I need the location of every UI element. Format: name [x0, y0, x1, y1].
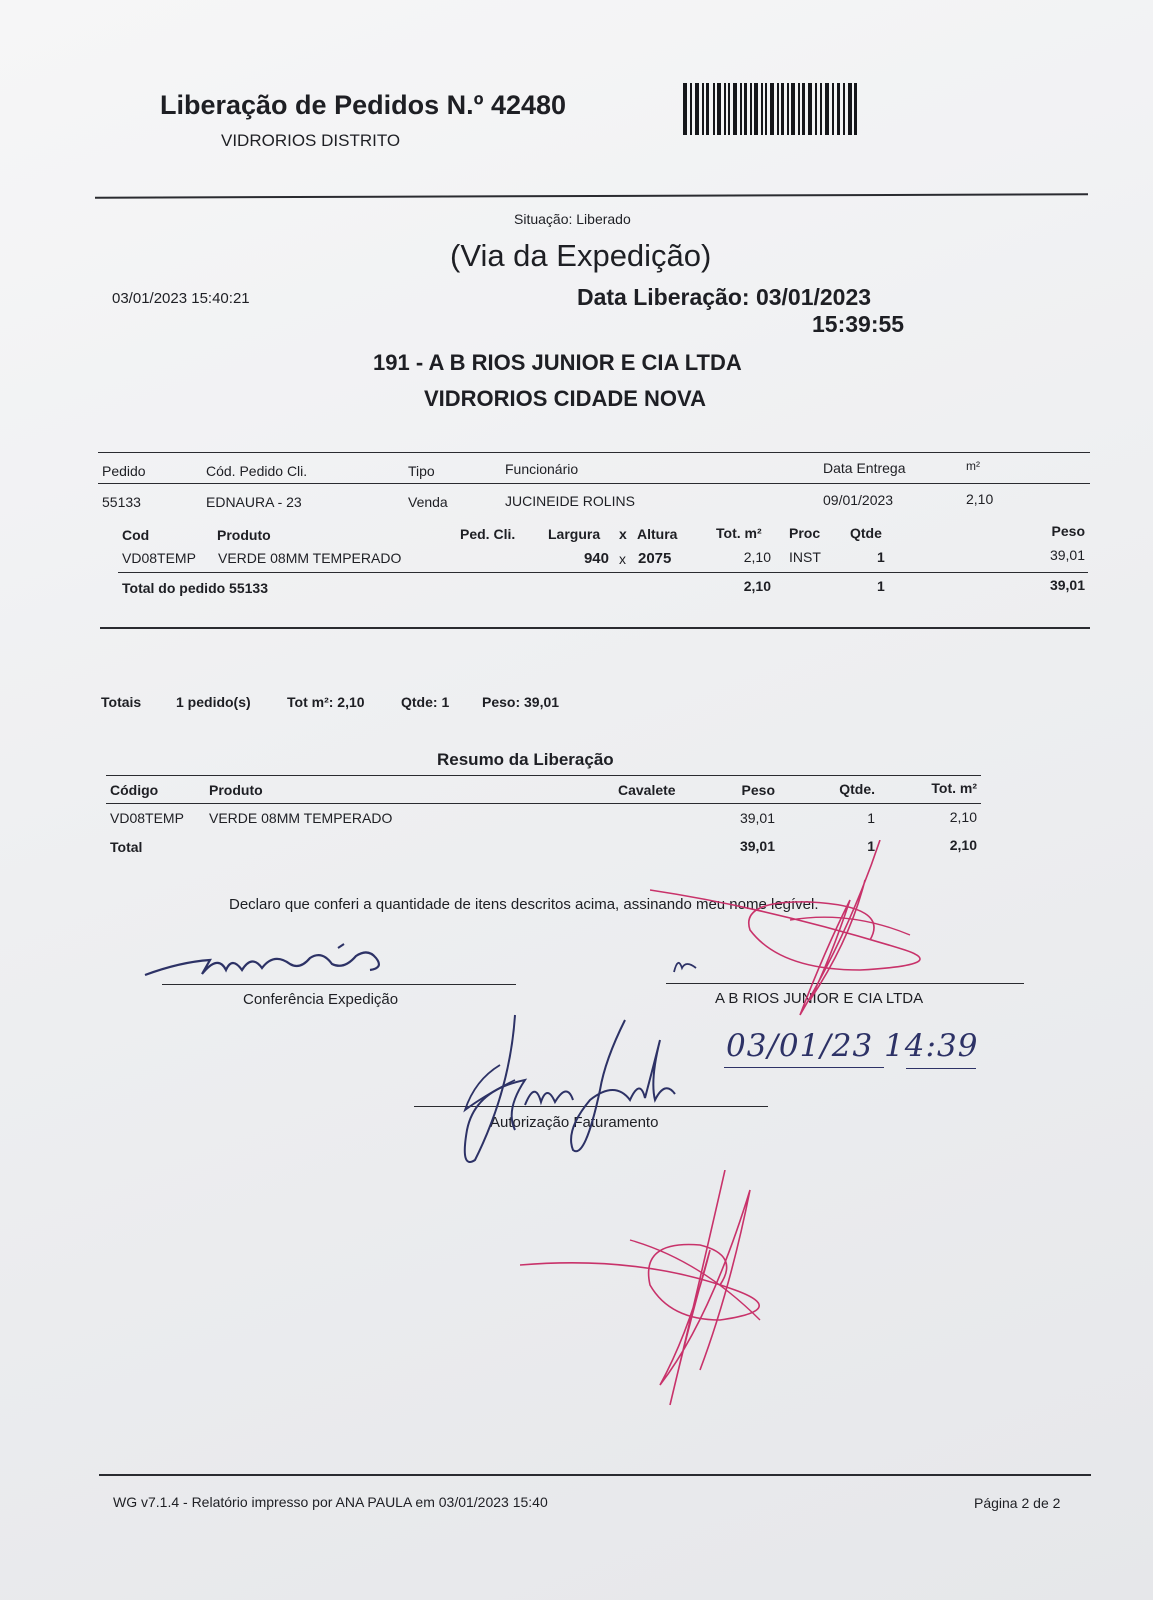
conferencia-signature-line — [162, 984, 516, 985]
order-data-entrega: 09/01/2023 — [823, 492, 894, 508]
item-total-line — [118, 572, 1088, 573]
autorizacao-signature — [455, 1010, 685, 1175]
client-signature-line — [666, 983, 1024, 984]
via-label: (Via da Expedição) — [450, 238, 712, 273]
item-altura: 2075 — [638, 550, 672, 567]
data-liberacao-time: 15:39:55 — [812, 311, 905, 337]
col-cod-pedido-cli: Cód. Pedido Cli. — [206, 463, 308, 479]
order-header-line — [98, 483, 1090, 484]
resumo-total-tot-m2: 2,10 — [949, 837, 977, 853]
item-largura: 940 — [583, 550, 609, 567]
order-m2: 2,10 — [966, 491, 994, 507]
item-proc: INST — [789, 549, 821, 565]
conferencia-label: Conferência Expedição — [243, 991, 399, 1008]
col-m2: m² — [966, 459, 980, 473]
order-total-label: Total do pedido 55133 — [122, 580, 268, 596]
item-col-cod: Cod — [122, 527, 150, 543]
resumo-title: Resumo da Liberação — [437, 750, 614, 769]
client-name: 191 - A B RIOS JUNIOR E CIA LTDA — [373, 350, 742, 375]
resumo-tot-m2: 2,10 — [949, 809, 977, 825]
resumo-total-label: Total — [110, 839, 143, 855]
order-bottom-line — [100, 627, 1090, 629]
item-col-produto: Produto — [217, 527, 271, 543]
col-pedido: Pedido — [102, 463, 146, 479]
resumo-peso: 39,01 — [739, 810, 775, 826]
situacao: Situação: Liberado — [514, 211, 631, 227]
print-datetime: 03/01/2023 15:40:21 — [112, 290, 250, 307]
footer-page-number: Página 2 de 2 — [974, 1495, 1061, 1511]
col-data-entrega: Data Entrega — [823, 460, 906, 476]
resumo-col-qtde: Qtde. — [839, 781, 875, 797]
totais-peso: Peso: 39,01 — [482, 694, 560, 710]
resumo-col-cavalete: Cavalete — [618, 782, 676, 798]
declaration-text: Declaro que conferi a quantidade de itens descritos acima, assinando meu nome legível. — [229, 896, 819, 913]
order-cod-pedido-cli: EDNAURA - 23 — [206, 494, 302, 510]
client-store: VIDRORIOS CIDADE NOVA — [424, 386, 706, 411]
item-tot-m2: 2,10 — [743, 549, 771, 565]
col-funcionario: Funcionário — [505, 461, 579, 477]
item-col-largura: Largura — [548, 526, 601, 542]
handwritten-date-underline-2 — [906, 1068, 976, 1069]
item-col-tot-m2: Tot. m² — [716, 525, 762, 541]
order-top-line — [98, 452, 1090, 453]
order-tipo: Venda — [408, 494, 448, 510]
document-title: Liberação de Pedidos N.º 42480 — [160, 90, 567, 120]
order-pedido: 55133 — [102, 494, 141, 510]
barcode-icon — [683, 83, 858, 135]
data-liberacao: Data Liberação: 03/01/2023 — [577, 284, 872, 310]
resumo-top-line — [106, 775, 981, 776]
item-col-proc: Proc — [789, 525, 821, 541]
col-tipo: Tipo — [408, 463, 435, 479]
resumo-col-tot-m2: Tot. m² — [931, 780, 977, 796]
small-mark — [670, 950, 700, 980]
resumo-col-produto: Produto — [209, 782, 263, 798]
item-qtde: 1 — [877, 549, 885, 565]
item-col-altura: Altura — [637, 526, 678, 542]
item-peso: 39,01 — [1049, 547, 1085, 563]
item-produto: VERDE 08MM TEMPERADO — [218, 550, 402, 566]
totais-label: Totais — [101, 694, 142, 710]
totais-qtde: Qtde: 1 — [401, 694, 450, 710]
item-col-ped-cli: Ped. Cli. — [460, 526, 516, 542]
resumo-col-codigo: Código — [110, 782, 159, 798]
totais-tot-m2: Tot m²: 2,10 — [287, 694, 365, 710]
resumo-header-line — [106, 803, 981, 804]
client-signature-label: A B RIOS JUNIOR E CIA LTDA — [715, 990, 924, 1007]
handwritten-date-underline-1 — [724, 1067, 884, 1068]
autorizacao-signature-line — [414, 1106, 768, 1107]
resumo-codigo: VD08TEMP — [110, 810, 184, 826]
item-cod: VD08TEMP — [122, 550, 196, 566]
resumo-qtde: 1 — [867, 810, 875, 826]
conferencia-signature — [140, 940, 400, 990]
item-col-qtde: Qtde — [850, 525, 882, 541]
item-x: x — [619, 551, 626, 567]
item-col-x: x — [619, 526, 627, 542]
company-name: VIDRORIOS DISTRITO — [221, 131, 401, 150]
bottom-signature-scribble — [520, 1170, 780, 1410]
header-divider — [95, 193, 1088, 198]
resumo-total-qtde: 1 — [867, 838, 875, 854]
item-col-peso: Peso — [1051, 523, 1085, 539]
order-total-qtde: 1 — [877, 578, 885, 594]
footer-divider — [99, 1474, 1091, 1476]
handwritten-date: 03/01/23 14:39 — [726, 1028, 979, 1064]
order-total-peso: 39,01 — [1049, 577, 1085, 593]
autorizacao-label: Autorização Faturamento — [490, 1114, 659, 1131]
resumo-produto: VERDE 08MM TEMPERADO — [209, 810, 393, 826]
footer-printed-by: WG v7.1.4 - Relatório impresso por ANA PAULA em 03/01/2023 15:40 — [113, 1494, 548, 1510]
order-funcionario: JUCINEIDE ROLINS — [505, 493, 635, 509]
totais-pedidos: 1 pedido(s) — [176, 694, 251, 710]
order-total-m2: 2,10 — [743, 578, 771, 594]
resumo-col-peso: Peso — [741, 782, 775, 798]
resumo-total-peso: 39,01 — [739, 838, 775, 854]
